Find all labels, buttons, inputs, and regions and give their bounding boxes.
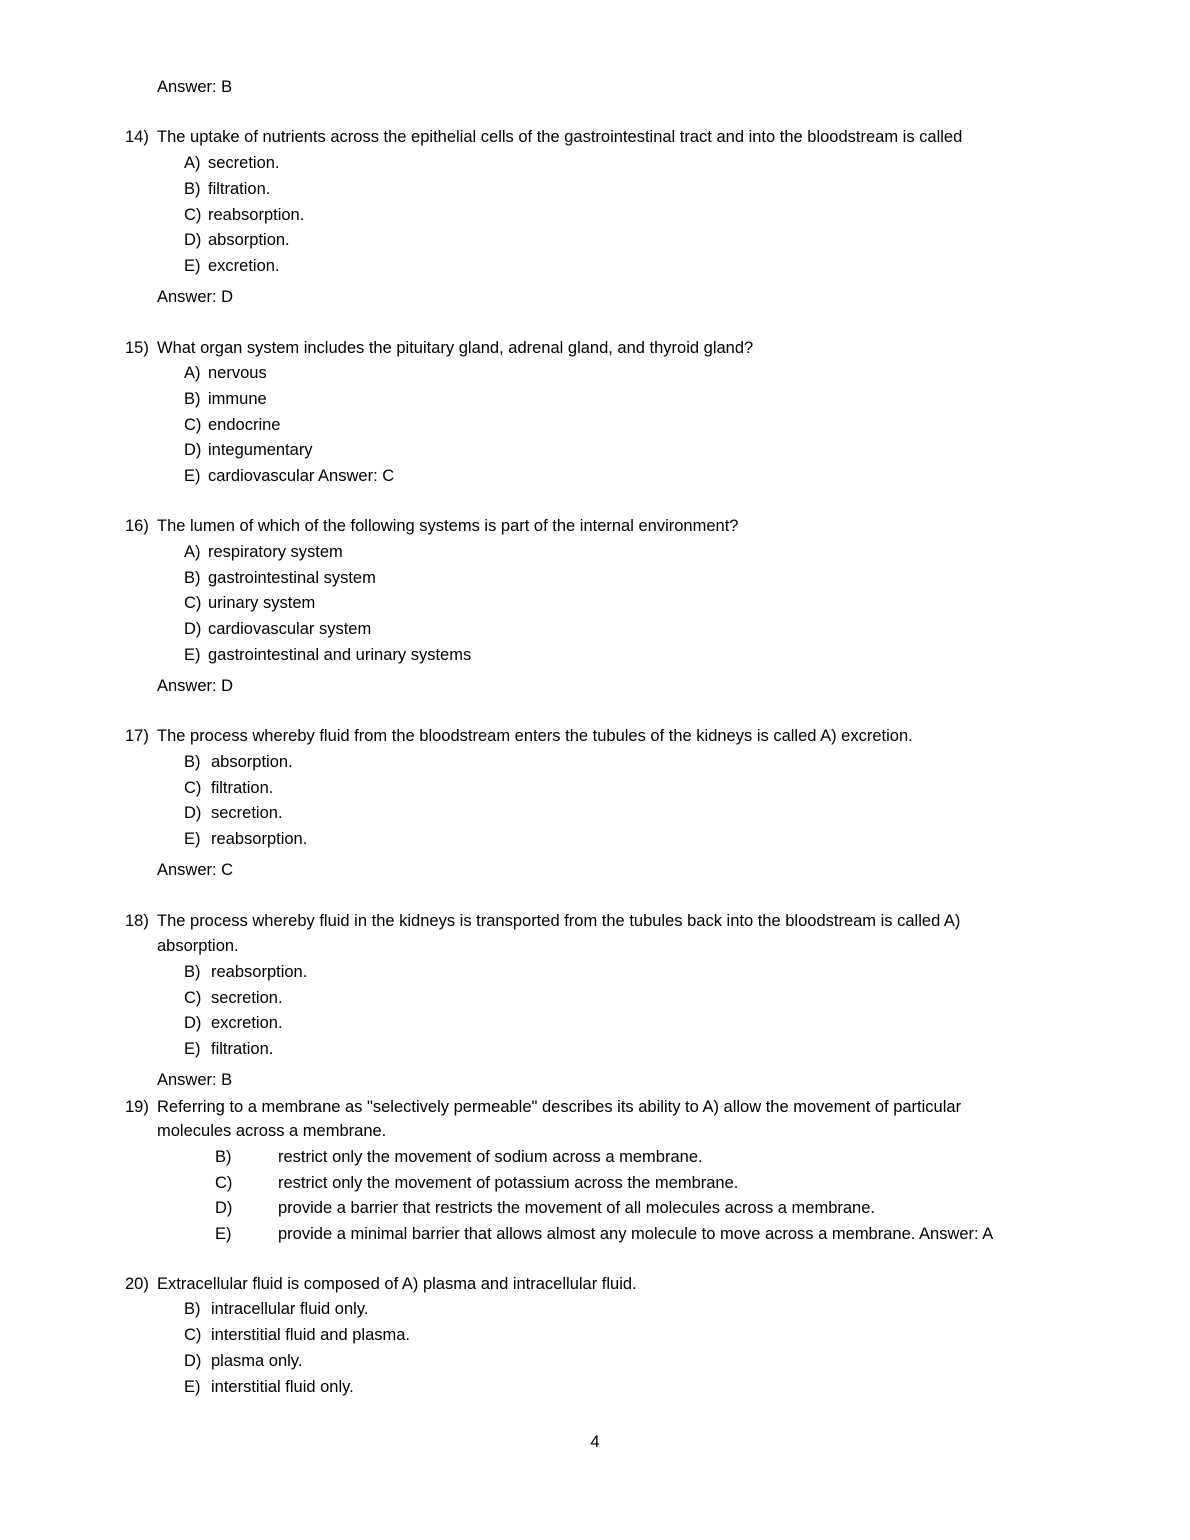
option-text: cardiovascular Answer: C: [208, 467, 395, 485]
option-text: immune: [208, 390, 267, 408]
option-letter: D): [184, 1352, 202, 1370]
option-text: secretion.: [211, 989, 283, 1007]
question-number: 20): [125, 1275, 149, 1293]
answer-text: Answer: C: [157, 861, 234, 879]
option-text: endocrine: [208, 416, 281, 434]
option-text: absorption.: [211, 753, 293, 771]
option-letter: D): [184, 441, 202, 459]
option-text: reabsorption.: [211, 830, 308, 848]
option-letter: A): [184, 364, 201, 382]
option-letter: B): [184, 753, 201, 771]
option-text: reabsorption.: [211, 963, 308, 981]
option-letter: A): [184, 154, 201, 172]
option-text: filtration.: [211, 779, 274, 797]
option-letter: C): [184, 416, 202, 434]
page-number: 4: [590, 1433, 600, 1451]
question-number: 15): [125, 339, 149, 357]
option-letter: B): [184, 963, 201, 981]
answer-text: Answer: D: [157, 677, 234, 695]
option-letter: B): [215, 1148, 232, 1166]
option-text: interstitial fluid only.: [211, 1378, 354, 1396]
question-number: 17): [125, 727, 149, 745]
option-letter: E): [184, 646, 201, 664]
option-text: restrict only the movement of potassium across the membrane.: [278, 1174, 739, 1192]
question-text: The process whereby fluid in the kidneys is transported from the tubules back into the bloodstream is called A): [157, 912, 961, 930]
option-text: cardiovascular system: [208, 620, 372, 638]
option-text: plasma only.: [211, 1352, 303, 1370]
option-letter: B): [184, 390, 201, 408]
option-text: filtration.: [211, 1040, 274, 1058]
option-letter: D): [184, 620, 202, 638]
option-letter: E): [184, 830, 201, 848]
option-letter: E): [184, 467, 201, 485]
question-text: Extracellular fluid is composed of A) plasma and intracellular fluid.: [157, 1275, 637, 1293]
option-letter: C): [215, 1174, 233, 1192]
option-letter: D): [184, 231, 202, 249]
option-text: gastrointestinal and urinary systems: [208, 646, 472, 664]
option-letter: C): [184, 1326, 202, 1344]
option-letter: C): [184, 779, 202, 797]
option-text: gastrointestinal system: [208, 569, 376, 587]
question-number: 14): [125, 128, 149, 146]
option-letter: D): [184, 1014, 202, 1032]
option-text: intracellular fluid only.: [211, 1300, 369, 1318]
option-letter: D): [215, 1199, 233, 1217]
question-number: 16): [125, 517, 149, 535]
question-text-continued: molecules across a membrane.: [157, 1122, 387, 1140]
question-text: The process whereby fluid from the bloodstream enters the tubules of the kidneys is called A) excretion.: [157, 727, 913, 745]
option-letter: E): [184, 257, 201, 275]
answer-text: Answer: B: [157, 78, 233, 96]
option-letter: C): [184, 989, 202, 1007]
option-text: excretion.: [208, 257, 280, 275]
option-letter: E): [184, 1378, 201, 1396]
option-letter: C): [184, 594, 202, 612]
question-text: The uptake of nutrients across the epithelial cells of the gastrointestinal tract and into the bloodstream is called: [157, 128, 963, 146]
question-text-continued: absorption.: [157, 937, 239, 955]
question-number: 18): [125, 912, 149, 930]
answer-text: Answer: B: [157, 1071, 233, 1089]
option-text: interstitial fluid and plasma.: [211, 1326, 411, 1344]
option-text: provide a minimal barrier that allows almost any molecule to move across a membrane. Answer: A: [278, 1225, 994, 1243]
option-text: filtration.: [208, 180, 271, 198]
answer-text: Answer: D: [157, 288, 234, 306]
option-letter: E): [215, 1225, 232, 1243]
question-text: Referring to a membrane as "selectively permeable" describes its ability to A) allow the movement of particular: [157, 1098, 962, 1116]
option-text: excretion.: [211, 1014, 283, 1032]
option-letter: D): [184, 804, 202, 822]
option-text: nervous: [208, 364, 267, 382]
option-letter: B): [184, 1300, 201, 1318]
option-text: absorption.: [208, 231, 290, 249]
option-text: integumentary: [208, 441, 313, 459]
option-text: urinary system: [208, 594, 316, 612]
option-text: provide a barrier that restricts the movement of all molecules across a membrane.: [278, 1199, 875, 1217]
option-letter: B): [184, 180, 201, 198]
option-letter: B): [184, 569, 201, 587]
option-letter: E): [184, 1040, 201, 1058]
option-text: secretion.: [208, 154, 280, 172]
question-text: What organ system includes the pituitary gland, adrenal gland, and thyroid gland?: [157, 339, 754, 357]
option-text: restrict only the movement of sodium across a membrane.: [278, 1148, 703, 1166]
option-text: respiratory system: [208, 543, 343, 561]
question-number: 19): [125, 1098, 149, 1116]
option-text: reabsorption.: [208, 206, 305, 224]
option-letter: A): [184, 543, 201, 561]
question-text: The lumen of which of the following systems is part of the internal environment?: [157, 517, 739, 535]
option-letter: C): [184, 206, 202, 224]
option-text: secretion.: [211, 804, 283, 822]
